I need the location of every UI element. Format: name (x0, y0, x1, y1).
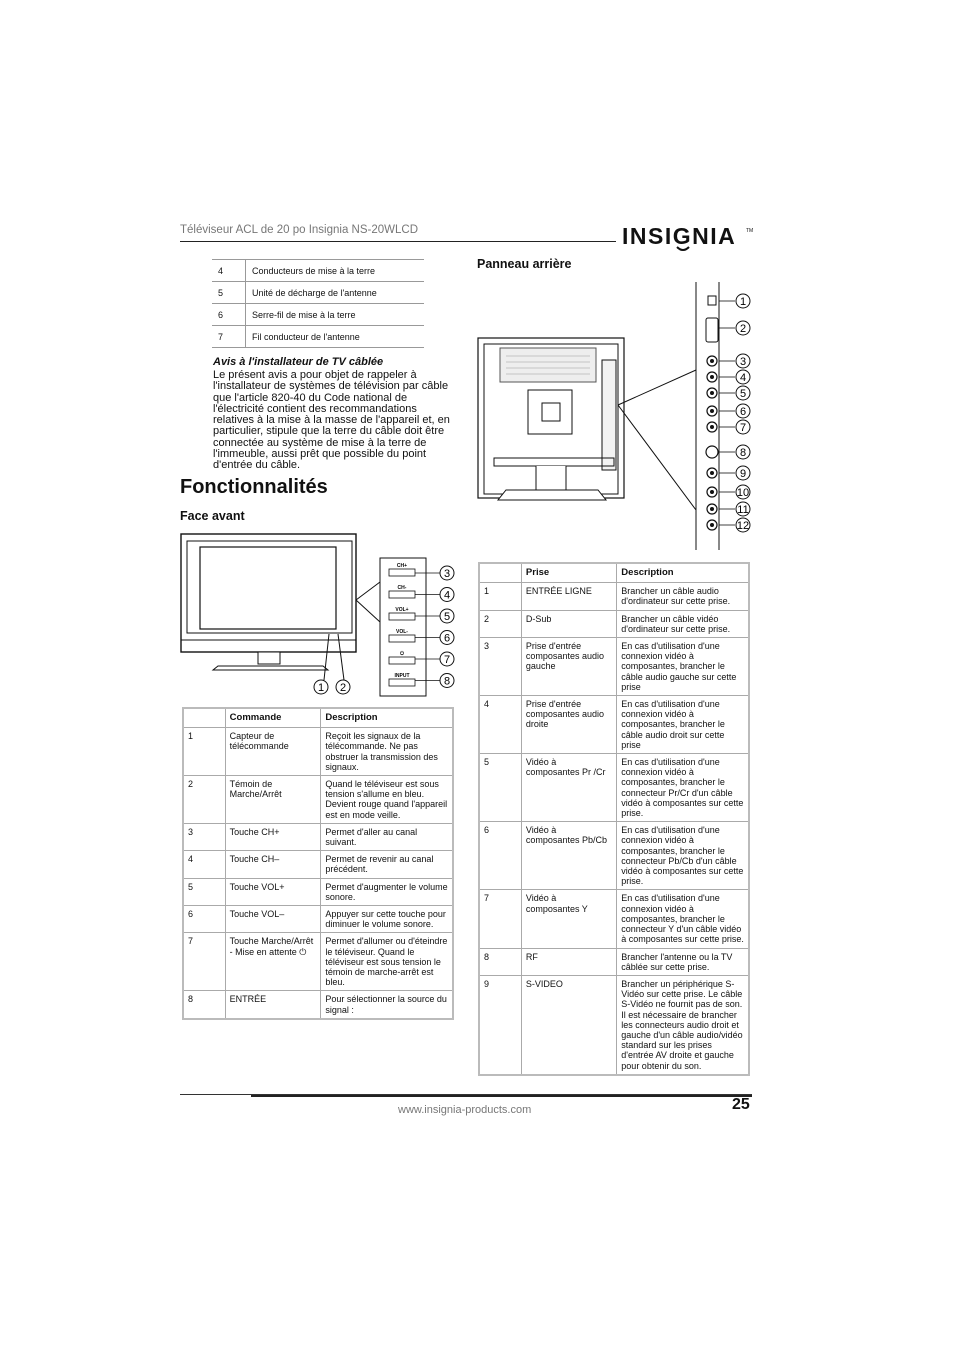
footer-rule-bold (251, 1095, 752, 1097)
callout-number (736, 466, 750, 480)
table-row (479, 822, 749, 890)
notice-line: l'électricité contient des recommandations (213, 402, 417, 415)
button-label: INPUT (394, 673, 410, 679)
row-number: 4 (183, 851, 225, 878)
row-item: Vidéo à composantes Pr /Cr (521, 754, 616, 822)
row-number: 7 (212, 326, 246, 348)
rear-jack (707, 372, 717, 382)
rear-panel-diagram (476, 280, 756, 555)
table-row (479, 610, 749, 637)
rear-jack (707, 422, 717, 432)
callout-label: 6 (739, 406, 747, 418)
row-item: D-Sub (521, 610, 616, 637)
section-title: Fonctionnalités (180, 476, 328, 498)
document-title: Téléviseur ACL de 20 po Insignia NS-20WLCD (180, 224, 418, 236)
row-number: 1 (479, 583, 521, 610)
table-row (479, 975, 749, 1074)
notice-line: l'installateur de systèmes de télévision par câble (213, 380, 449, 393)
callout-number (440, 631, 454, 645)
table-row (212, 260, 424, 282)
row-item: Vidéo à composantes Pb/Cb (521, 822, 616, 890)
row-description: Permet d'augmenter le volume sonore. (321, 878, 453, 905)
column-header: Description (321, 708, 453, 728)
row-item: ENTRÉE (225, 991, 321, 1019)
row-number: 5 (479, 754, 521, 822)
notice-line: l'immeuble, aussi prêt que possible du point (213, 448, 427, 461)
row-description: Pour sélectionner la source du signal : (321, 991, 453, 1019)
row-number: 6 (479, 822, 521, 890)
table-row (212, 304, 424, 326)
callout-label: 5 (739, 388, 747, 400)
rear-jack (707, 520, 717, 530)
row-number: 8 (183, 991, 225, 1019)
notice-line: particulier, stipule que la terre du câble doit être (213, 425, 445, 438)
row-description: Reçoit les signaux de la télécommande. Ne pas obstruer la transmission des signaux. (321, 728, 453, 776)
row-number: 7 (479, 890, 521, 948)
callout-label: 3 (443, 568, 451, 580)
row-label: Serre-fil de mise à la terre (246, 304, 425, 326)
row-number: 3 (479, 638, 521, 696)
insignia-logo (622, 220, 754, 254)
row-item: Vidéo à composantes Y (521, 890, 616, 948)
row-label: Unité de décharge de l'antenne (246, 282, 425, 304)
table-row (479, 754, 749, 822)
notice-line: connectée au système de mise à la terre de (213, 436, 427, 449)
column-header (183, 708, 225, 728)
row-description: Permet d'allumer ou d'éteindre le téléviseur. Quand le téléviseur est sous tension le témoin de marche-arrêt est bleu. (321, 933, 453, 991)
column-header: Prise (521, 563, 616, 583)
row-number: 3 (183, 823, 225, 850)
row-item: Prise d'entrée composantes audio droite (521, 696, 616, 754)
table-row (183, 933, 453, 991)
row-description: Brancher un périphérique S-Vidéo sur cette prise. Le câble S-Vidéo ne fournit pas de son. Il est nécessaire de brancher les connecteurs audio droit et gauche d'un câble audio/vidéo standard sur les prises d'entrée AV droite et gauche pour obtenir du son. (617, 975, 749, 1074)
callout-number (440, 652, 454, 666)
callout-number (736, 386, 750, 400)
row-item: S-VIDEO (521, 975, 616, 1074)
callout-number (736, 502, 750, 516)
row-number: 8 (479, 948, 521, 975)
table-row (183, 906, 453, 933)
row-description: Appuyer sur cette touche pour diminuer le volume sonore. (321, 906, 453, 933)
callout-label: 9 (739, 468, 747, 480)
page-number: 25 (732, 1096, 750, 1113)
footer-url[interactable]: www.insignia-products.com (398, 1104, 532, 1116)
row-item: RF (521, 948, 616, 975)
row-item: Prise d'entrée composantes audio gauche (521, 638, 616, 696)
row-number: 6 (183, 906, 225, 933)
row-description: En cas d'utilisation d'une connexion vidéo à composantes, brancher le connecteur Pb/Cb d'un câble vidéo à composantes sur cette prise. (617, 822, 749, 890)
front-panel-title: Face avant (180, 509, 245, 523)
row-item: Touche VOL– (225, 906, 321, 933)
callout-label: 5 (443, 611, 451, 623)
callout-label: 7 (739, 422, 747, 434)
row-item: Touche VOL+ (225, 878, 321, 905)
row-description: En cas d'utilisation d'une connexion vidéo à composantes, brancher le connecteur Y d'un câble vidéo à composantes sur cette prise. (617, 890, 749, 948)
row-item: Capteur de télécommande (225, 728, 321, 776)
table-row (479, 948, 749, 975)
row-number: 9 (479, 975, 521, 1074)
callout-number (736, 445, 750, 459)
table-row (183, 776, 453, 824)
callout-number (736, 370, 750, 384)
row-number: 4 (212, 260, 246, 282)
callout-number (736, 420, 750, 434)
table-row (183, 991, 453, 1019)
table-row (183, 823, 453, 850)
table-row (479, 696, 749, 754)
callout-number (736, 404, 750, 418)
row-item: Touche CH– (225, 851, 321, 878)
row-label: Conducteurs de mise à la terre (246, 260, 425, 282)
row-number: 2 (479, 610, 521, 637)
callout-label: 4 (739, 372, 747, 384)
callout-number (440, 609, 454, 623)
rear-jack (707, 504, 717, 514)
callout-number (336, 680, 350, 694)
row-item: ENTRÉE LIGNE (521, 583, 616, 610)
callout-number (736, 294, 750, 308)
callout-number (736, 321, 750, 335)
callout-label: 12 (736, 520, 750, 532)
row-description: Quand le téléviseur est sous tension s'allume en bleu. Devient rouge quand l'appareil est en mode veille. (321, 776, 453, 824)
column-header: Commande (225, 708, 321, 728)
table-row (212, 326, 424, 348)
callout-number (736, 485, 750, 499)
rear-jack (707, 388, 717, 398)
table-row (183, 728, 453, 776)
table-row (183, 851, 453, 878)
callout-label: 3 (739, 356, 747, 368)
notice-line: Le présent avis a pour objet de rappeler à (213, 369, 417, 381)
row-label: Fil conducteur de l'antenne (246, 326, 425, 348)
row-description: Brancher un câble vidéo d'ordinateur sur cette prise. (617, 610, 749, 637)
row-number: 4 (479, 696, 521, 754)
table-row (479, 638, 749, 696)
rear-jack (707, 487, 717, 497)
callout-label: 2 (739, 323, 747, 335)
notice-line: relatives à la mise à la masse de l'appareil et, en (213, 414, 450, 427)
table-row (212, 282, 424, 304)
column-header (479, 563, 521, 583)
notice-line: d'entrée du câble. (213, 459, 301, 472)
row-number: 2 (183, 776, 225, 824)
svg-text:TM: TM (746, 228, 754, 234)
callout-label: 11 (737, 504, 749, 516)
callout-label: 7 (443, 654, 451, 666)
table-row (479, 583, 749, 610)
svg-text:INSIGNIA: INSIGNIA (622, 223, 737, 249)
row-item: Touche Marche/Arrêt - Mise en attente ⏻ (225, 933, 321, 991)
callout-number (440, 566, 454, 580)
callout-label: 1 (317, 682, 325, 694)
notice-body (213, 370, 457, 472)
notice-title: Avis à l'installateur de TV câblée (213, 356, 384, 368)
button-label: VOL- (396, 629, 408, 635)
callout-label: 2 (339, 682, 347, 694)
row-description: En cas d'utilisation d'une connexion vidéo à composantes, brancher le câble audio droit sur cette prise (617, 696, 749, 754)
callout-label: 10 (736, 487, 750, 499)
row-number: 6 (212, 304, 246, 326)
row-description: Brancher l'antenne ou la TV câblée sur cette prise. (617, 948, 749, 975)
row-description: Permet d'aller au canal suivant. (321, 823, 453, 850)
rear-jack (707, 406, 717, 416)
callout-number (440, 588, 454, 602)
row-description: En cas d'utilisation d'une connexion vidéo à composantes, brancher le connecteur Pr/Cr d'un câble vidéo à composantes sur cette prise. (617, 754, 749, 822)
front-panel-diagram (178, 530, 468, 700)
row-number: 5 (183, 878, 225, 905)
rear-panel-title: Panneau arrière (477, 257, 572, 271)
column-header: Description (617, 563, 749, 583)
table-row (479, 890, 749, 948)
notice-line: que l'article 820-40 du Code national de (213, 391, 408, 404)
button-label: VOL+ (395, 607, 409, 613)
rear-jack (706, 446, 718, 458)
header-rule (180, 241, 616, 242)
row-number: 1 (183, 728, 225, 776)
callout-number (736, 354, 750, 368)
button-label: CH- (397, 585, 407, 591)
row-number: 5 (212, 282, 246, 304)
callout-label: 8 (739, 447, 747, 459)
rear-jack (707, 468, 717, 478)
callout-label: 1 (739, 296, 747, 308)
callout-label: 4 (443, 589, 451, 602)
front-controls-table (182, 707, 454, 1020)
callout-label: 8 (443, 675, 451, 688)
row-number: 7 (183, 933, 225, 991)
rear-jack (707, 356, 717, 366)
callout-number (314, 680, 328, 694)
row-item: Témoin de Marche/Arrêt (225, 776, 321, 824)
row-description: Brancher un câble audio d'ordinateur sur cette prise. (617, 583, 749, 610)
grounding-table (212, 259, 424, 348)
callout-number (736, 518, 750, 532)
rear-connectors-table (478, 562, 750, 1076)
button-label: ⏻ (400, 651, 404, 657)
row-item: Touche CH+ (225, 823, 321, 850)
button-label: CH+ (396, 563, 408, 569)
table-row (183, 878, 453, 905)
callout-label: 6 (443, 632, 451, 645)
row-description: En cas d'utilisation d'une connexion vidéo à composantes, brancher le câble audio gauche sur cette prise (617, 638, 749, 696)
callout-number (440, 674, 454, 688)
row-description: Permet de revenir au canal précédent. (321, 851, 453, 878)
